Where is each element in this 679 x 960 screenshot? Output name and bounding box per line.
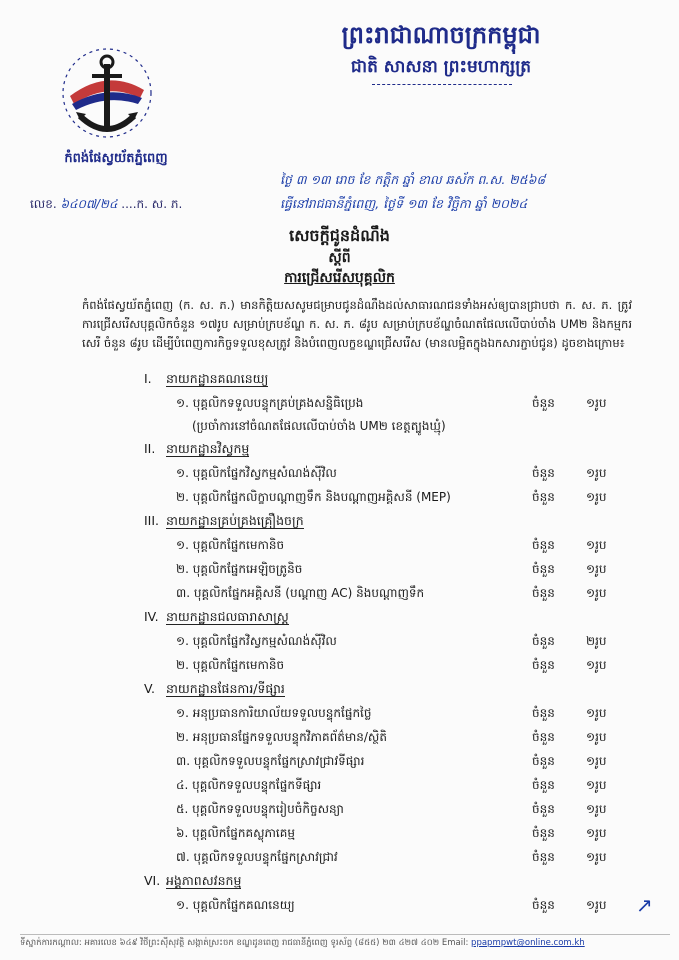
department-name: នាយកដ្ឋានគ្រប់គ្រងគ្រឿងចក្រ — [166, 513, 304, 528]
position-label: ១. បុគ្គលិកផ្នែកវិស្វកម្មសំណង់ស៊ីវិល — [176, 634, 337, 648]
position-list — [146, 368, 626, 918]
position-quantity: ១រូប — [586, 562, 607, 576]
department-name: នាយកដ្ឋានវិស្វកម្ម — [166, 441, 250, 456]
department-title — [144, 438, 626, 462]
position-row — [176, 654, 626, 678]
position-row — [176, 462, 626, 486]
position-label: ១. បុគ្គលិកផ្នែកមេកានិច — [176, 538, 285, 552]
count-label: ចំនួន — [532, 826, 555, 840]
position-row — [176, 822, 626, 846]
anchor-seal-icon — [52, 38, 162, 148]
notice-about: ស្ដីពី — [328, 250, 351, 266]
intro-paragraph: កំពង់ផែស្វយ័តភ្នំពេញ (ក. ស. ភ.) មានកិត្តិយសសូមជម្រាបជូនដំណឹងដល់សាធារណជនទាំងអស់ឲ្យបានជ្រាបថា ក. ស. ភ. ត្រូវការជ្រើសរើសបុគ្គលិកចំនួន ១៧រូប សម្រាប់ក្របខ័ណ្ឌ ក. ស. ភ. ៨រូប សម្រាប់ក្របខ័ណ្ឌចំណតផែលលើបាប់ចាំង UM២ និងកម្មករសេរី ចំនួន ៨រូប ដើម្បីបំពេញការកិច្ចទទួលខុសត្រូវ និងបំពេញលក្ខខណ្ឌជ្រើសរើស (មានលម្អិតក្នុងឯកសារភ្ជាប់ជូន) ដូចខាងក្រោម៖ — [82, 298, 632, 350]
reference-number: លេខ. ៦៤០៧/២៤ ....ក. ស. ភ. — [30, 197, 183, 211]
department-number: V. — [144, 681, 155, 696]
motto-divider — [372, 84, 512, 86]
department-title — [144, 678, 626, 702]
position-row — [176, 630, 626, 654]
department-title — [144, 870, 626, 894]
position-quantity: ១រូប — [586, 706, 607, 720]
department-section — [146, 368, 626, 438]
count-label: ចំនួន — [532, 562, 555, 576]
count-label: ចំនួន — [532, 850, 555, 864]
count-label: ចំនួន — [532, 466, 555, 480]
position-quantity: ១រូប — [586, 826, 607, 840]
position-label: ៦. បុគ្គលិកផ្នែកគស្លុភាគេម្ម — [176, 826, 295, 840]
position-row — [176, 486, 626, 510]
position-row — [176, 798, 626, 822]
department-name: នាយកដ្ឋានផែនការ/ទីផ្សារ — [166, 681, 285, 696]
count-label: ចំនួន — [532, 396, 555, 410]
position-label: ១. អនុប្រធានការិយាល័យទទួលបន្ទុកផ្នែកថ្លៃ — [176, 706, 372, 720]
position-row — [176, 726, 626, 750]
department-name: នាយកដ្ឋានគណនេយ្យ — [166, 371, 269, 386]
position-quantity: ១រូប — [586, 466, 607, 480]
footer-address — [20, 934, 670, 950]
position-quantity: ១រូប — [586, 898, 607, 912]
position-label: ២. បុគ្គលិកផ្នែកមេកានិច — [176, 658, 285, 672]
notice-title: សេចក្ដីជូនដំណឹង — [289, 226, 390, 245]
department-section — [146, 870, 626, 918]
notice-subject: ការជ្រើសរើសបុគ្គលិក — [284, 270, 395, 286]
department-number: I. — [144, 371, 152, 386]
position-label: ២. អនុប្រធានផ្នែកទទួលបន្ទុកវិភាគព័ត៌មាន/ស្ថិតិ — [176, 730, 387, 744]
position-quantity: ១រូប — [586, 658, 607, 672]
solar-date: ធ្វើនៅរាជធានីភ្នំពេញ, ថ្ងៃទី ១៣ ខែ វិច្ឆិកា ឆ្នាំ ២០២៤ — [280, 196, 528, 211]
footer-address-text: ទីស្នាក់ការកណ្ដាល: អគារលេខ ៦៤៩ វិថីព្រះស៊ីសុវត្ថិ សង្កាត់ស្រះចក ខណ្ឌដូនពេញ រាជធានីភ្នំពេញ ទូរស័ព្ទ (៨៥៥) ២៣ ៤២៧ ៤០២ Email: — [20, 938, 469, 948]
department-number: VI. — [144, 873, 161, 888]
department-number: II. — [144, 441, 156, 456]
position-row — [176, 582, 626, 606]
position-label: ២. បុគ្គលិកផ្នែកលិក្ខាបណ្ដាញទឹក និងបណ្ដាញអគ្គិសនី (MEP) — [176, 490, 451, 504]
count-label: ចំនួន — [532, 730, 555, 744]
count-label: ចំនួន — [532, 658, 555, 672]
department-number: IV. — [144, 609, 159, 624]
department-title — [144, 510, 626, 534]
position-label: ៣. បុគ្គលិកទទួលបន្ទុកផ្នែកស្រាវជ្រាវទីផ្សារ — [176, 754, 365, 768]
position-row — [176, 558, 626, 582]
organization-name: កំពង់ផែស្វយ័តភ្នំពេញ — [64, 151, 168, 166]
count-label: ចំនួន — [532, 634, 555, 648]
position-label: ៥. បុគ្គលិកទទួលបន្ទុករៀបចំកិច្ចសន្យា — [176, 802, 344, 816]
position-row — [176, 392, 626, 416]
position-quantity: ២រូប — [586, 634, 607, 648]
position-row — [176, 534, 626, 558]
count-label: ចំនួន — [532, 538, 555, 552]
count-label: ចំនួន — [532, 706, 555, 720]
department-number: III. — [144, 513, 160, 528]
ref-suffix: ក. ស. ភ. — [136, 197, 183, 211]
department-section — [146, 438, 626, 510]
position-label: ៧. បុគ្គលិកទទួលបន្ទុកផ្នែកស្រាវជ្រាវ — [176, 850, 338, 864]
count-label: ចំនួន — [532, 898, 555, 912]
lunar-date: ថ្ងៃ ៣ ១៣ រោច ខែ កត្តិក ឆ្នាំ ខាល ឆស័ក ព.ស. ២៥៦៨ — [280, 172, 546, 187]
position-label: ១. បុគ្គលិកផ្នែកវិស្វកម្មសំណង់ស៊ីវិល — [176, 466, 337, 480]
department-title — [144, 368, 626, 392]
count-label: ចំនួន — [532, 802, 555, 816]
position-row — [176, 894, 626, 918]
position-quantity: ១រូប — [586, 802, 607, 816]
position-quantity: ១រូប — [586, 490, 607, 504]
footer-email[interactable]: ppapmpwt@online.com.kh — [471, 938, 585, 948]
department-section — [146, 606, 626, 678]
department-title — [144, 606, 626, 630]
position-quantity: ១រូប — [586, 850, 607, 864]
position-label: ២. បុគ្គលិកផ្នែកអេឡិចត្រូនិច — [176, 562, 303, 576]
position-label: ៤. បុគ្គលិកទទួលបន្ទុកផ្នែកទីផ្សារ — [176, 778, 322, 792]
position-quantity: ១រូប — [586, 396, 607, 410]
position-note: (ប្រចាំការនៅចំណតផែលលើបាប់ចាំង UM២ ខេត្តត្បូងឃ្មុំ) — [192, 419, 446, 433]
count-label: ចំនួន — [532, 490, 555, 504]
department-name: អង្គភាពសវនកម្ម — [166, 873, 242, 888]
national-motto: ជាតិ សាសនា ព្រះមហាក្សត្រ — [350, 57, 532, 77]
count-label: ចំនួន — [532, 754, 555, 768]
handwritten-checkmark-icon: ↗ — [636, 893, 653, 917]
department-name: នាយកដ្ឋានជលធារាសាស្ត្រ — [166, 609, 289, 624]
ref-prefix: លេខ. — [30, 197, 57, 211]
position-row — [176, 702, 626, 726]
position-label: ១. បុគ្គលិកទទួលបន្ទុកគ្រប់គ្រងសន្និធិប្រេង — [176, 396, 364, 410]
position-quantity: ១រូប — [586, 778, 607, 792]
position-row — [176, 774, 626, 798]
position-quantity: ១រូប — [586, 538, 607, 552]
ref-number: ៦៤០៧/២៤ — [60, 197, 118, 211]
position-quantity: ១រូប — [586, 586, 607, 600]
position-row — [176, 750, 626, 774]
position-quantity: ១រូប — [586, 730, 607, 744]
department-section — [146, 510, 626, 606]
position-quantity: ១រូប — [586, 754, 607, 768]
count-label: ចំនួន — [532, 586, 555, 600]
position-row — [176, 846, 626, 870]
department-section — [146, 678, 626, 870]
kingdom-title: ព្រះរាជាណាចក្រកម្ពុជា — [341, 21, 541, 49]
position-label: ១. បុគ្គលិកផ្នែកគណនេយ្យ — [176, 898, 295, 912]
position-label: ៣. បុគ្គលិកផ្នែកអគ្គិសនី (បណ្ដាញ AC) និងបណ្ដាញទឹក — [176, 586, 425, 600]
count-label: ចំនួន — [532, 778, 555, 792]
